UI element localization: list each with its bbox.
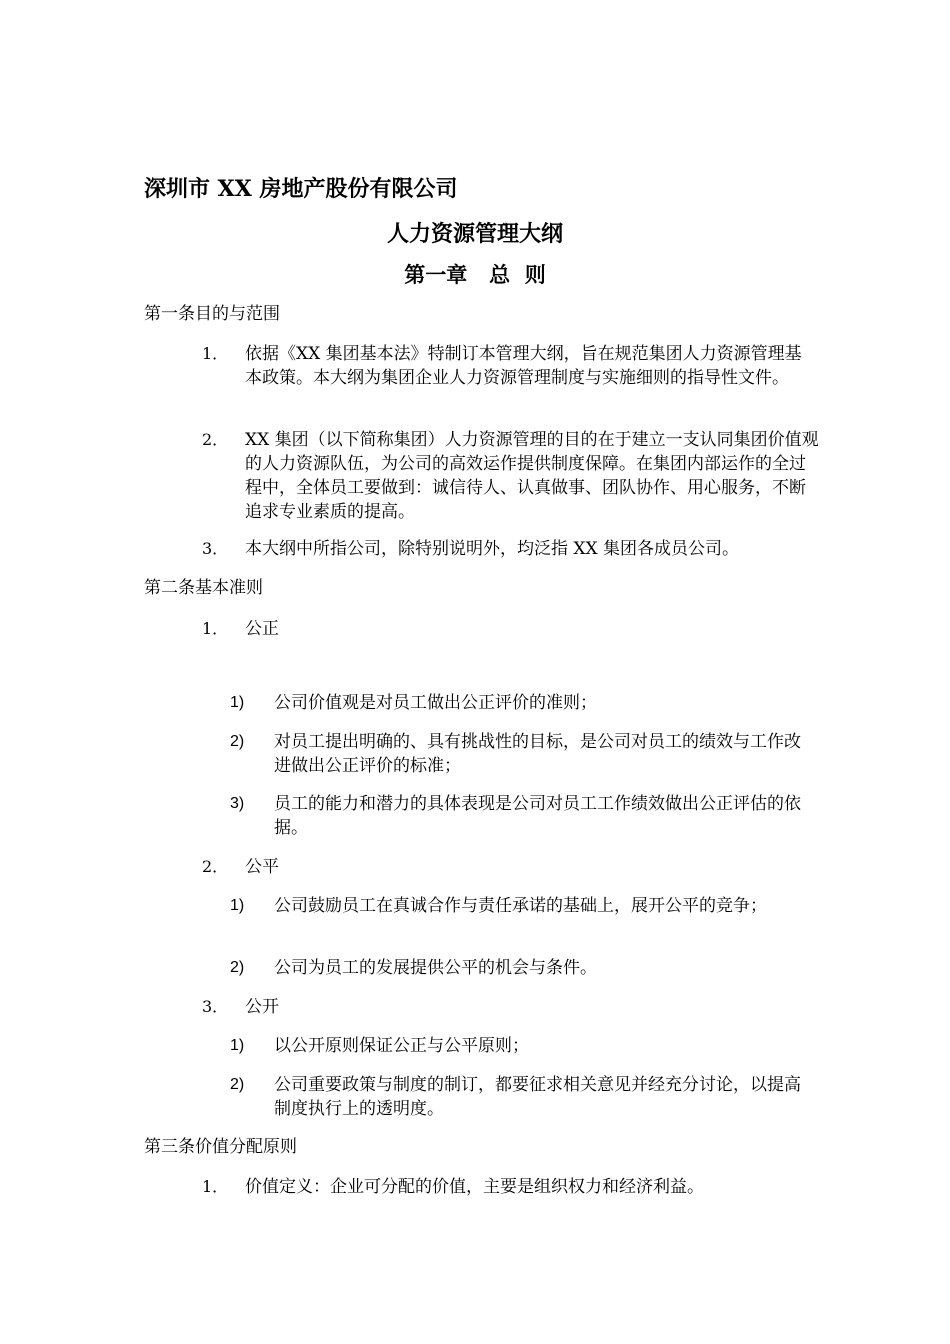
- item-text: 价值定义：企业可分配的价值，主要是组织权力和经济利益。: [245, 1177, 704, 1197]
- subitem-number: 3): [230, 795, 245, 812]
- subitem-text: 以公开原则保证公正与公平原则；: [274, 1036, 529, 1056]
- article-heading: [144, 576, 263, 600]
- subitem-text: 对员工提出明确的、具有挑战性的目标，是公司对员工的绩效与工作改进做出公正评价的标准；: [274, 732, 801, 776]
- item-number: 1．: [202, 619, 229, 638]
- item-number: 2．: [202, 857, 229, 876]
- article-title: 基本准则: [195, 578, 263, 598]
- subitem-number: 1): [230, 694, 245, 711]
- item-number: 3．: [202, 539, 229, 558]
- subitem-number: 1): [230, 1037, 245, 1054]
- item-number: 1．: [202, 344, 229, 363]
- article-title: 价值分配原则: [195, 1137, 297, 1157]
- article-number: 第三条: [144, 1137, 195, 1157]
- subitem-text: 公司鼓励员工在真诚合作与责任承诺的基础上，展开公平的竞争；: [274, 896, 767, 916]
- chapter-heading: 第一章 总 则: [404, 263, 546, 287]
- company-name: 深圳市 XX 房地产股份有限公司: [144, 176, 458, 202]
- item-number: 3．: [202, 997, 229, 1016]
- subitem-text: 公司重要政策与制度的制订，都要征求相关意见并经充分讨论，以提高制度执行上的透明度。: [274, 1075, 801, 1119]
- item-text: XX 集团（以下简称集团）人力资源管理的目的在于建立一支认同集团价值观的人力资源队伍，为公司的高效运作提供制度保障。在集团内部运作的全过程中，全体员工要做到：诚信待人、认真做事、团队协作、用心服务，不断追求专业素质的提高。: [245, 430, 819, 522]
- subitem-text: 公司为员工的发展提供公平的机会与条件。: [274, 958, 597, 978]
- article-number: 第二条: [144, 578, 195, 598]
- subitem-number: 2): [230, 733, 245, 750]
- article-heading: [144, 302, 280, 326]
- article-number: 第一条: [144, 304, 195, 324]
- item-number: 2．: [202, 430, 229, 449]
- subitem-number: 1): [230, 897, 245, 914]
- item-number: 1．: [202, 1177, 229, 1196]
- item-label: 公平: [245, 857, 279, 877]
- item-label: 公正: [245, 619, 279, 639]
- subitem-text: 公司价值观是对员工做出公正评价的准则；: [274, 693, 597, 713]
- subitem-number: 2): [230, 1076, 245, 1093]
- item-label: 公开: [245, 997, 279, 1017]
- item-text: 依据《XX 集团基本法》特制订本管理大纲，旨在规范集团人力资源管理基本政策。本大纲为集团企业人力资源管理制度与实施细则的指导性文件。: [245, 344, 802, 388]
- article-heading: [144, 1135, 297, 1159]
- article-title: 目的与范围: [195, 304, 280, 324]
- document-title: 人力资源管理大纲: [386, 222, 563, 247]
- subitem-text: 员工的能力和潜力的具体表现是公司对员工工作绩效做出公正评估的依据。: [274, 794, 801, 838]
- subitem-number: 2): [230, 959, 245, 976]
- item-text: 本大纲中所指公司，除特别说明外，均泛指 XX 集团各成员公司。: [245, 539, 740, 559]
